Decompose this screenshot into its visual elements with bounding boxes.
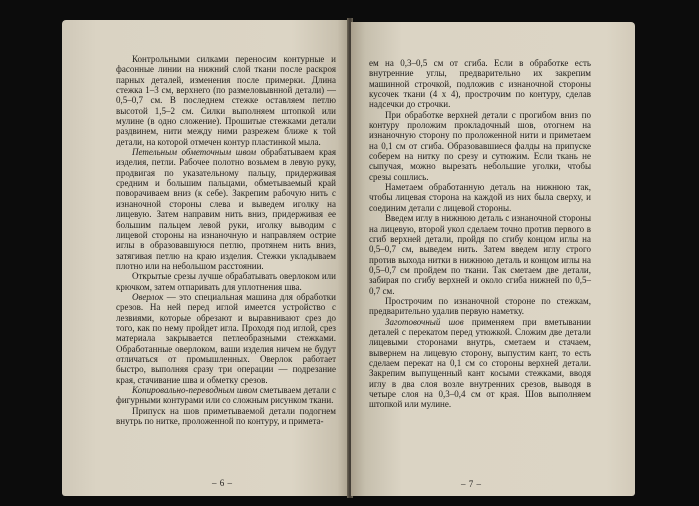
paragraph xyxy=(369,317,591,410)
paragraph-text: Введем иглу в нижнюю деталь с изнаночной стороны на лицевую, второй укол сделаем точно против первого в сгиб верхней детали, пройдя по сгибу концом иглы на 0,5–0,7 см, выведем нить. Затем введем иглу строго против выхода нитки в нижнюю деталь и концом иглы на 0,5–0,7 см пройдем по ткани. Так сметаем две детали, забирая по сгибу верхней и около сгиба нижней по 0,5–0,7 см. xyxy=(369,213,591,296)
right-page xyxy=(351,22,635,496)
paragraph-text: Открытые срезы лучше обрабатывать оверлоком или крючком, затем отпаривать для уплотнения шва. xyxy=(116,271,336,292)
paragraph-lead: Петельным обметочным швом xyxy=(132,147,257,158)
paragraph-text: применяем при вметывании деталей с перекатом перед утюжкой. Сложим две детали лицевыми сторонами внутрь, сметаем и стачаем, вывернем на лицевую сторону, выпустим кант, то есть сделаем перекат на 0,1 см со стороны верхней детали. Закрепим выпущенный кант косыми стежками, вводя иглу в два слоя возле внутренних срезов, выводя в четыре слоя на 0,3–0,4 см от края. Шов выполняем штопкой или мулине. xyxy=(369,316,591,410)
paragraph xyxy=(116,292,336,385)
paragraph xyxy=(369,182,591,213)
paragraph xyxy=(369,58,591,110)
paragraph-text: ем на 0,3–0,5 см от сгиба. Если в обработке есть внутренние углы, предварительно их закрепим машинной строчкой, подложив с изнаночной стороны кусочек ткани (4 x 4), прострочим по контуру, сделав надсечки до строчки. xyxy=(369,58,591,110)
paragraph-lead: Заготовочный шов xyxy=(385,316,464,327)
right-page-text xyxy=(369,58,591,410)
paragraph-text: Прострочим по изнаночной стороне по стежкам, предварительно удалив первую наметку. xyxy=(369,295,591,317)
left-page-text xyxy=(116,54,336,426)
paragraph xyxy=(116,54,336,147)
paragraph xyxy=(369,110,591,182)
left-page xyxy=(62,20,349,496)
paragraph xyxy=(116,385,336,406)
paragraph-text: — это специальная машина для обработки срезов. На ней перед иглой имеется устройство с лезвиями, которые обрезают и выравнивают срез до того, как по нему пройдет игла. Проходя под иглой, срез материала закрывается петлеобразными стежками. Обработанные оверлоком, ваши изделия ничем не будут отличаться от промышленных. Оверлок работает быстро, выполняя сразу три операции — подрезание края, стачивание шва и обметку срезов. xyxy=(116,291,336,385)
paragraph xyxy=(116,406,336,427)
paragraph-lead: Оверлок xyxy=(132,291,164,302)
paragraph xyxy=(116,147,336,271)
paragraph xyxy=(369,213,591,296)
paragraph-text: обрабатываем края изделия, петли. Рабочее полотно возьмем в левую руку, продвигая по указательному пальцу, придерживая средним и большим пальцами, обметываемый край поворачиваем вниз (к себе). Закрепим рабочую нить с изнаночной стороны слева и выведем иголку на лицевую. Затем направим нить вниз, придерживая ее большим пальцем левой руки, иголку выводим с лицевой стороны на изнаночную и направляем острие иглы в образовавшуюся петлю, протянем нить вниз, затягивая петлю на краю изделия. Стежки укладываем плотно или на небольшом расстоянии. xyxy=(116,147,336,271)
paragraph-lead: Копировально-переводным швом xyxy=(132,385,258,395)
paragraph-text: При обработке верхней детали с прогибом вниз по контуру проложим прокладочный шов, отогнем на изнаночную сторону по проложенной нити и приметаем на 0,1 см от сгиба. Образовавшиеся фалды на припуске соберем на нитку по срезу и сутюжим. Если ткань не сыпучая, можно вырезать небольшие уголки, чтобы срезы сошлись. xyxy=(369,109,591,182)
paragraph-text: сметываем детали с фигурными контурами или со сложным рисунком ткани. xyxy=(116,385,336,406)
paragraph-text: Припуск на шов приметываемой детали подогнем внутрь по нитке, проложенной по контуру, и примета- xyxy=(116,405,336,427)
paragraph xyxy=(116,271,336,292)
page-number: – 6 – xyxy=(212,478,233,488)
page-number: – 7 – xyxy=(461,479,482,489)
paragraph xyxy=(369,296,591,317)
paragraph-text: Наметаем обработанную деталь на нижнюю так, чтобы лицевая сторона на каждой из них была сверху, и соединим детали с лицевой стороны. xyxy=(369,182,591,213)
paragraph-text: Контрольными силками переносим контурные и фасонные линии на нижний слой ткани после раскроя парных деталей, изменения после примерки. Длина стежка 1–3 см, верхнего (по размеловывнной детали) — 0,5–0,7 см. В последнем стежке оставляем петлю высотой 1,5–2 см. Силки выполняем штопкой или мулине (в одно сложение). Прошитые стежками детали раздвинем, нити между ними разрежем ближе к той детали, на которой отмечен контур пластинкой мыла. xyxy=(116,54,336,147)
